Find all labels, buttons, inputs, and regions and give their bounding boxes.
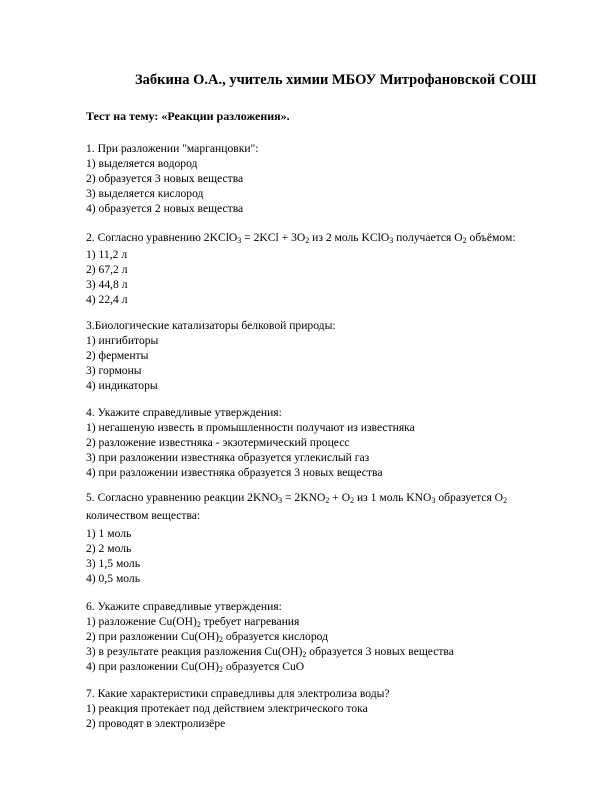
answer-option: 3) гормоны bbox=[86, 364, 142, 377]
answer-option: 1) выделяется водород bbox=[86, 157, 198, 170]
answer-option: 3) при разложении известняка образуется углекислый газ bbox=[86, 451, 370, 464]
answer-option: 2) при разложении $Cu(OH)_2$ образуется кислород bbox=[86, 630, 328, 644]
answer-option: 4) 22,4 л bbox=[86, 293, 128, 306]
answer-option: 1) разложение $Cu(OH)_2$ требует нагревания bbox=[86, 615, 300, 629]
test-topic-heading: Тест на тему: «Реакции разложения». bbox=[86, 109, 290, 123]
question-1 bbox=[86, 141, 259, 216]
answer-option: 4) 0,5 моль bbox=[86, 572, 141, 585]
question-text: 7. Какие характеристики справедливы для электролиза воды? bbox=[86, 687, 390, 700]
question-6 bbox=[86, 599, 454, 674]
answer-option: 2) разложение известняка - экзотермический процесс bbox=[86, 436, 350, 449]
answer-option: 3) выделяется кислород bbox=[86, 187, 204, 200]
answer-option: 2) ферменты bbox=[86, 349, 149, 362]
answer-option: 3) 44,8 л bbox=[86, 278, 128, 291]
question-text: 6. Укажите справедливые утверждения: bbox=[86, 600, 282, 613]
answer-option: 4) образуется 2 новых вещества bbox=[86, 202, 244, 215]
answer-option: 2) образуется 3 новых вещества bbox=[86, 172, 244, 185]
answer-option: 1) негашеную известь в промышленности получают из известняка bbox=[86, 421, 415, 434]
question-2 bbox=[86, 230, 516, 307]
question-4 bbox=[86, 405, 415, 480]
question-text: 4. Укажите справедливые утверждения: bbox=[86, 406, 282, 419]
answer-option: 4) при разложении известняка образуется 3 новых вещества bbox=[86, 466, 383, 479]
answer-option: 2) 2 моль bbox=[86, 542, 132, 555]
answer-option: 1) ингибиторы bbox=[86, 334, 159, 347]
author-heading: Забкина О.А., учитель химии МБОУ Митрофановской СОШ bbox=[135, 72, 537, 88]
question-text: 1. При разложении "марганцовки": bbox=[86, 142, 259, 155]
question-7 bbox=[86, 686, 390, 731]
answer-option: 1) реакция протекает под действием электрического тока bbox=[86, 702, 368, 715]
question-text: 5. Согласно уравнению реакции $2KNO_3 = 2KNO_2 + O_2$ из 1 моль $KNO_3$ образуется $O_2$ bbox=[86, 491, 508, 505]
answer-option: 1) 11,2 л bbox=[86, 248, 128, 261]
answer-option: 3) 1,5 моль bbox=[86, 557, 141, 570]
question-3 bbox=[86, 318, 336, 393]
answer-option: 2) проводят в электролизёре bbox=[86, 717, 226, 730]
answer-option: 4) при разложении $Cu(OH)_2$ образуется CuO bbox=[86, 660, 305, 674]
question-text-continued: количеством вещества: bbox=[86, 509, 201, 522]
answer-option: 4) индикаторы bbox=[86, 379, 158, 392]
answer-option: 3) в результате реакция разложения $Cu(OH)_2$ образуется 3 новых вещества bbox=[86, 645, 454, 659]
question-text: 2. Согласно уравнению 2KClO$_3$ = $2KCl + 3O_2$ из 2 моль KClO$_3$ получается $O_2$ объёмом: bbox=[86, 231, 516, 245]
question-text: 3.Биологические катализаторы белковой природы: bbox=[86, 319, 336, 332]
question-5 bbox=[86, 490, 507, 586]
answer-option: 1) 1 моль bbox=[86, 527, 132, 540]
answer-option: 2) 67,2 л bbox=[86, 263, 128, 276]
